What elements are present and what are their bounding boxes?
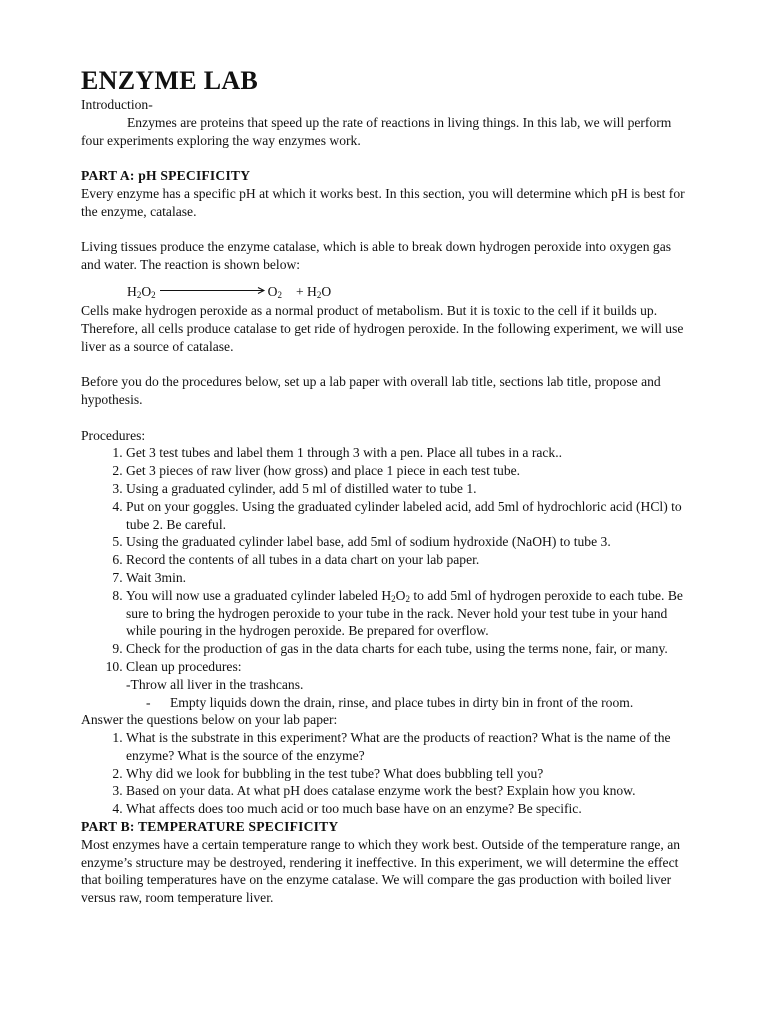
procedure-step-9: 9. Check for the production of gas in the data charts for each tube, using the terms none, fair, or many.: [126, 640, 691, 658]
step-8-text-start: You will now use a graduated cylinder labeled H: [126, 587, 392, 603]
step-8-subscript-2: 2: [405, 593, 410, 604]
water-o: O: [321, 283, 332, 299]
procedures-list: [81, 444, 691, 711]
equation-reactant: [127, 282, 156, 302]
cleanup-line-2: [126, 694, 691, 712]
procedure-step-5: 5. Using the graduated cylinder label base, add 5ml of sodium hydroxide (NaOH) to tube 3.: [126, 533, 691, 551]
spacer: [81, 409, 691, 427]
document-page: [81, 66, 691, 907]
spacer: [81, 149, 691, 167]
cleanup-line-2-text: Empty liquids down the drain, rinse, and place tubes in dirty bin in front of the room.: [170, 694, 634, 710]
reaction-arrow-icon: [160, 286, 268, 295]
part-a-paragraph-1: Every enzyme has a specific pH at which it works best. In this section, you will determine which pH is best for the enzyme, catalase.: [81, 185, 685, 219]
spacer: [81, 355, 691, 373]
procedure-step-1: 1. Get 3 test tubes and label them 1 through 3 with a pen. Place all tubes in a rack..: [126, 444, 691, 462]
spacer: [81, 274, 691, 282]
document-title: ENZYME LAB: [81, 66, 259, 95]
equation-product-oxygen: [268, 282, 282, 302]
part-a-paragraph-3: Cells make hydrogen peroxide as a normal product of metabolism. But it is toxic to the cell if it builds up. Therefore, all cells produce catalase to get ride of hydrogen peroxide. In the following experiment, we will use liver as a source of catalase.: [81, 302, 684, 354]
question-2: 2. Why did we look for bubbling in the test tube? What does bubbling tell you?: [126, 765, 691, 783]
step-8-text-end: to add 5ml of hydrogen peroxide to each tube. Be sure to bring the hydrogen peroxide to your tube in the rack. Never hold your test tube in your hand while pouring in the hydrogen peroxide. Be prepared for overflow.: [126, 587, 683, 639]
procedure-step-7: 7. Wait 3min.: [126, 569, 691, 587]
reaction-equation: [81, 282, 691, 302]
questions-label: Answer the questions below on your lab paper:: [81, 712, 338, 728]
step-8-subscript-1: 2: [391, 593, 396, 604]
part-a-paragraph-4: Before you do the procedures below, set up a lab paper with overall lab title, sections lab title, propose and hypothesis.: [81, 374, 661, 407]
step-8-o: O: [395, 587, 406, 603]
part-a-heading: PART A: pH SPECIFICITY: [81, 168, 251, 184]
reactant-h: H: [127, 283, 137, 299]
part-b-paragraph-1: Most enzymes have a certain temperature range to which they work best. Outside of the temperature range, an enzyme’s structure may be destroyed, rendering it ineffective. In this experiment, we will determine the effect that boiling temperatures have on the enzyme catalase. We will compare the gas production with boiled liver versus raw, room temperature liver.: [81, 836, 681, 906]
part-b-heading: PART B: TEMPERATURE SPECIFICITY: [81, 819, 339, 835]
water-subscript: 2: [316, 289, 322, 300]
question-4: 4. What affects does too much acid or too much base have on an enzyme? Be specific.: [126, 800, 691, 818]
reactant-subscript-2: 2: [151, 289, 156, 300]
cleanup-line-1: -Throw all liver in the trashcans.: [126, 676, 304, 692]
intro-label: Introduction-: [81, 97, 153, 112]
procedure-step-10: [126, 658, 691, 711]
question-1: 1. What is the substrate in this experiment? What are the products of reaction? What is the name of the enzyme? What is the source of the enzyme?: [126, 729, 691, 765]
procedure-step-8: [126, 587, 691, 640]
procedure-step-6: 6. Record the contents of all tubes in a data chart on your lab paper.: [126, 551, 691, 569]
intro-text: Enzymes are proteins that speed up the rate of reactions in living things. In this lab, we will perform four experiments exploring the way enzymes work.: [81, 114, 672, 148]
product-subscript: 2: [277, 289, 282, 300]
question-3: 3. Based on your data. At what pH does catalase enzyme work the best? Explain how you know.: [126, 782, 691, 800]
procedure-step-2: 2. Get 3 pieces of raw liver (how gross) and place 1 piece in each test tube.: [126, 462, 691, 480]
spacer: [81, 221, 691, 239]
procedure-step-3: 3. Using a graduated cylinder, add 5 ml of distilled water to tube 1.: [126, 480, 691, 498]
part-a-paragraph-2: Living tissues produce the enzyme catalase, which is able to break down hydrogen peroxide into oxygen gas and water. The reaction is shown below:: [81, 239, 672, 273]
product-o: O: [267, 283, 278, 299]
procedures-label: Procedures:: [81, 427, 146, 443]
cleanup-heading: 10. Clean up procedures:: [126, 658, 242, 674]
plus-h: + H: [295, 283, 317, 299]
reactant-subscript-1: 2: [136, 289, 142, 300]
procedure-step-4: 4. Put on your goggles. Using the graduated cylinder labeled acid, add 5ml of hydrochloric acid (HCl) to tube 2. Be careful.: [126, 498, 691, 534]
reactant-o: O: [141, 283, 152, 299]
dash-bullet: -: [146, 694, 151, 710]
questions-list: [81, 729, 691, 818]
equation-product-water: [296, 282, 331, 302]
